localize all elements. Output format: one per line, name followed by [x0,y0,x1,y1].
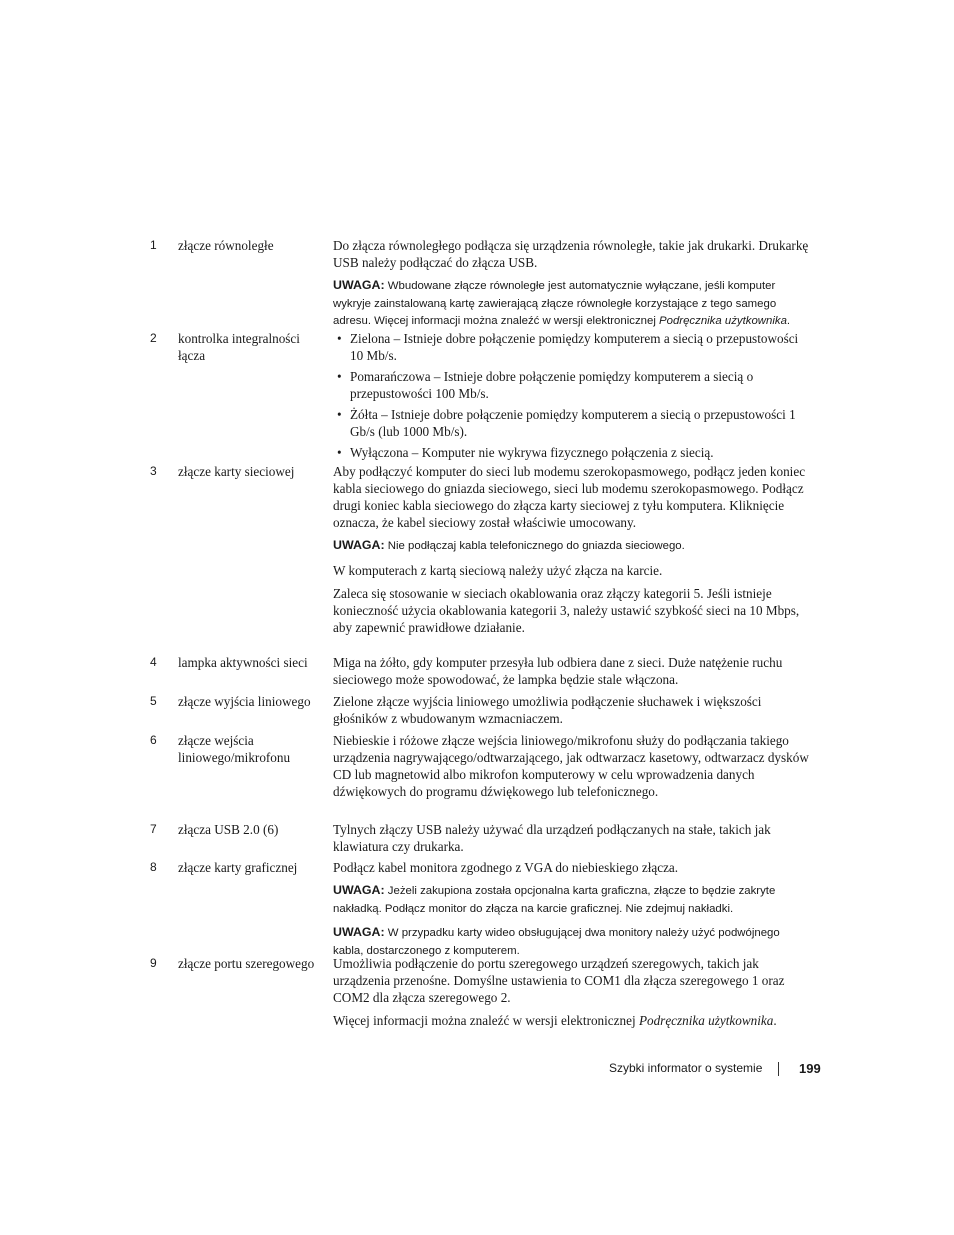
row-label: złącze wyjścia liniowego [178,694,311,709]
note-text: Wbudowane złącze równoległe jest automatycznie wyłączane, jeśli komputer wykryje zainstalowaną kartę zawierającą złącze równoległe korzystające z tego samego adresu. Więcej informacji można znaleźć w wersji elektronicznej [333,280,777,327]
note-suffix: . [786,315,791,327]
row-description [333,237,813,337]
list-item: • Wyłączona – Komputer nie wykrywa fizycznego połączenia z siecią. [333,444,813,461]
row-number: 2 [150,331,157,345]
row-number: 1 [150,238,157,252]
row-label: złącze portu szeregowego [178,956,315,971]
row-number: 9 [150,956,157,970]
bullet-list [333,330,813,461]
footer-separator [778,1062,779,1076]
description-paragraph: Aby podłączyć komputer do sieci lub modemu szerokopasmowego, podłącz jeden koniec kabla sieciowego do gniazda sieciowego, sieci lub modemu szerokopasmowego. Podłącz drugi koniec kabla sieciowego do złącza karty sieciowej z tyłu komputera. Kliknięcie oznacza, że kabel sieciowy został właściwie umocowany. [333,464,806,530]
row-description [333,654,813,694]
row-label: złącze karty graficznej [178,860,298,875]
row-number: 7 [150,822,157,836]
note-prefix: UWAGA: [333,538,385,552]
row-description [333,821,813,861]
row-number: 3 [150,464,157,478]
row-number: 4 [150,655,157,669]
list-item: • Pomarańczowa – Istnieje dobre połączenie pomiędzy komputerem a siecią o przepustowości 100 Mb/s. [333,368,813,402]
row-label: lampka aktywności sieci [178,655,308,670]
paragraph-text: Więcej informacji można znaleźć w wersji elektronicznej [333,1013,639,1028]
description-paragraph [333,1012,813,1029]
row-description [333,859,813,966]
note [333,537,813,556]
note-text: Nie podłączaj kabla telefonicznego do gniazda sieciowego. [384,540,685,552]
row-description [333,693,813,733]
list-item: • Zielona – Istnieje dobre połączenie pomiędzy komputerem a siecią o przepustowości 10 Mb/s. [333,330,813,364]
description-paragraph: Niebieskie i różowe złącze wejścia liniowego/mikrofonu służy do podłączania takiego urządzenia nagrywającego/odtwarzającego, jak odtwarzacz kasetowy, odtwarzacz dysków CD lub magnetowid albo mikrofon komputerowy w celu wprowadzenia danych dźwiękowych do programu dźwiękowego lub telefonicznego. [333,733,809,799]
description-paragraph: Podłącz kabel monitora zgodnego z VGA do niebieskiego złącza. [333,860,679,875]
row-label: złącze wejścia liniowego/mikrofonu [178,733,291,765]
note-italic: Podręcznika użytkownika [659,315,787,327]
description-paragraph: W komputerach z kartą sieciową należy użyć złącza na karcie. [333,562,663,578]
description-paragraph: Do złącza równoległego podłącza się urządzenia równoległe, takie jak drukarki. Drukarkę USB należy podłączać do złącza USB. [333,238,809,270]
note-text: W przypadku karty wideo obsługującej dwa monitory należy użyć podwójnego kabla, dostarczonego z komputerem. [333,927,780,957]
description-paragraph: Umożliwia podłączenie do portu szeregowego urządzeń szeregowych, takich jak urządzenia przenośne. Domyślne ustawienia to COM1 dla złącza szeregowego 1 oraz COM2 dla złącza szeregowego 2. [333,956,785,1005]
row-label: złącze równoległe [178,238,274,253]
row-label: kontrolka integralności łącza [178,331,300,363]
description-paragraph: Miga na żółto, gdy komputer przesyła lub odbiera dane z sieci. Duże natężenie ruchu sieciowego może spowodować, że lampka będzie stale włączona. [333,655,783,687]
note-prefix: UWAGA: [333,278,385,292]
paragraph-italic: Podręcznika użytkownika [638,1013,774,1028]
description-paragraph: Zaleca się stosowanie w sieciach okablowania oraz złączy kategorii 5. Jeśli istnieje konieczność użycia okablowania kategorii 3, należy ustawić szybkość sieci na 10 Mbps, aby zapewnić prawidłowe działanie. [333,585,800,635]
note-prefix: UWAGA: [333,925,385,939]
note-prefix: UWAGA: [333,883,385,897]
row-description [333,955,813,1035]
note [333,277,813,331]
row-label: złącza USB 2.0 (6) [178,822,279,837]
row-description [333,330,813,465]
row-number: 6 [150,733,157,747]
page-number: 199 [799,1061,821,1076]
row-number: 5 [150,694,157,708]
footer-title: Szybki informator o systemie [609,1061,763,1075]
row-description [333,732,813,806]
row-label: złącze karty sieciowej [178,464,295,479]
row-description [333,463,813,642]
row-number: 8 [150,860,157,874]
note-text: Jeżeli zakupiona została opcjonalna karta graficzna, złącze to będzie zakryte nakładką. Podłącz monitor do złącza na karcie graficznej. Nie zdejmuj nakładki. [333,885,776,915]
paragraph-suffix: . [773,1013,777,1028]
description-paragraph: Tylnych złączy USB należy używać dla urządzeń podłączanych na stałe, takich jak klawiatura czy drukarka. [333,822,771,854]
description-paragraph: Zielone złącze wyjścia liniowego umożliwia podłączenie słuchawek i większości głośników z wbudowanym wzmacniaczem. [333,694,762,726]
note [333,882,813,918]
list-item: • Żółta – Istnieje dobre połączenie pomiędzy komputerem a siecią o przepustowości 1 Gb/s (lub 1000 Mb/s). [333,406,813,440]
